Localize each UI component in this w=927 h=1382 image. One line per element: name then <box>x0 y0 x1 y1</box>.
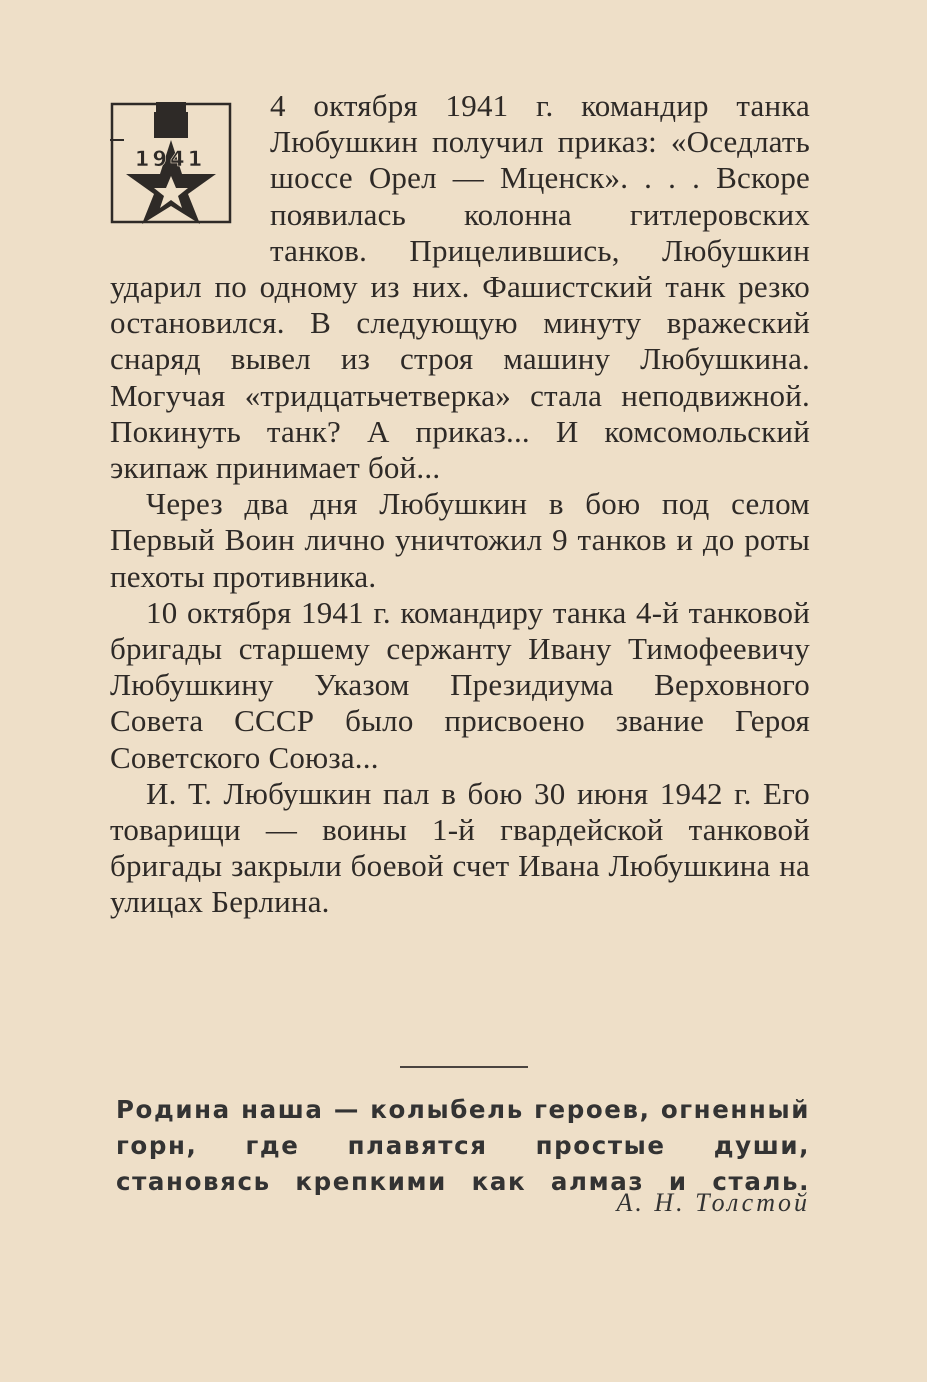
section-divider <box>400 1066 528 1068</box>
epigraph-author: А. Н. Толстой <box>616 1188 810 1217</box>
paragraph-1: 4 октября 1941 г. командир танка Любушкин получил приказ: «Оседлать шоссе Орел — Мценск». . . . Вскоре появилась колонна гитлеровских танков. Прицелившись, Любушкин ударил по одному из них. Фашистский танк резко остановился. В следующую минуту вражеский снаряд вывел из строя машину Любушкина. Могучая «тридцатьчетверка» стала неподвижной. Покинуть танк? А приказ... И комсомольский экипаж принимает бой... <box>110 88 810 486</box>
emblem-year: 1941 <box>134 147 206 171</box>
paragraph-4: И. Т. Любушкин пал в бою 30 июня 1942 г. Его товарищи — воины 1-й гвардейской танковой бригады закрыли боевой счет Ивана Любушкина на улицах Берлина. <box>110 775 810 920</box>
epigraph-quote: Родина наша — колыбель героев, огненный горн, где плавятся простые души, становясь крепкими как алмаз и сталь. <box>116 1095 810 1196</box>
paragraph-2: Через два дня Любушкин в бою под селом Первый Воин лично уничтожил 9 танков и до роты пехоты противника. <box>110 486 810 594</box>
main-text <box>110 88 810 921</box>
paragraph-3: 10 октября 1941 г. командиру танка 4-й танковой бригады старшему сержанту Ивану Тимофеевичу Любушкину Указом Президиума Верховного Совета СССР было присвоено звание Героя Советского Союза... <box>110 594 810 775</box>
